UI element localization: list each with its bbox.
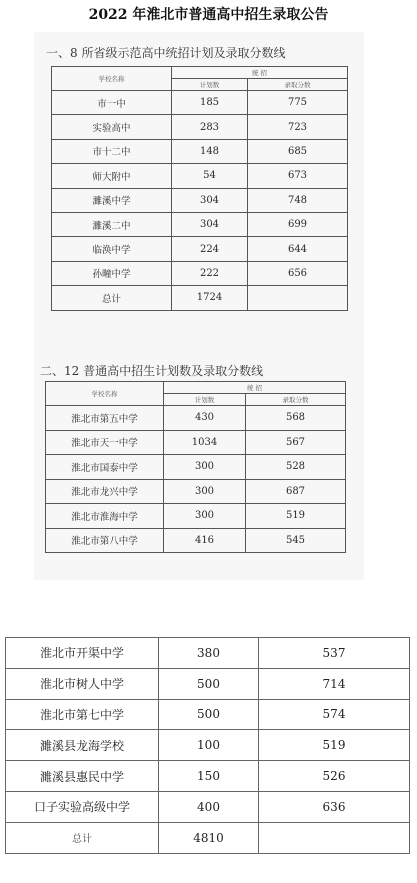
header-score: 录取分数	[248, 79, 348, 91]
score-cell: 545	[246, 528, 346, 553]
header-group: 统 招	[172, 67, 348, 79]
school-name-cell: 淮北市第五中学	[46, 406, 164, 431]
score-cell: 656	[248, 261, 348, 285]
school-name-cell: 濉溪县惠民中学	[6, 761, 159, 792]
table-row	[52, 212, 348, 236]
score-cell: 636	[259, 791, 410, 822]
table-row	[46, 406, 346, 431]
score-cell: 748	[248, 188, 348, 212]
plan-count-cell: 224	[172, 237, 248, 261]
score-cell: 568	[246, 406, 346, 431]
table-row	[6, 668, 410, 699]
table-row	[46, 528, 346, 553]
table-row	[6, 791, 410, 822]
table-row	[46, 504, 346, 529]
score-cell: 699	[248, 212, 348, 236]
table-row	[6, 699, 410, 730]
section1-rows	[52, 91, 348, 286]
school-name-cell: 濉溪二中	[52, 212, 172, 236]
score-cell: 528	[246, 455, 346, 480]
school-name-cell: 濉溪县龙海学校	[6, 730, 159, 761]
section3-rows	[6, 638, 410, 823]
plan-count-cell: 222	[172, 261, 248, 285]
plan-count-cell: 300	[164, 479, 246, 504]
school-name-cell: 淮北市淮海中学	[46, 504, 164, 529]
header-plan: 计划数	[164, 394, 246, 406]
total-label: 总计	[6, 822, 159, 853]
score-cell: 519	[246, 504, 346, 529]
table-row	[52, 188, 348, 212]
plan-count-cell: 148	[172, 139, 248, 163]
total-score	[248, 286, 348, 310]
section3-table	[5, 637, 410, 854]
table-row	[6, 761, 410, 792]
school-name-cell: 临涣中学	[52, 237, 172, 261]
table-row	[52, 139, 348, 163]
score-cell: 685	[248, 139, 348, 163]
plan-count-cell: 416	[164, 528, 246, 553]
table-row	[52, 91, 348, 115]
score-cell: 526	[259, 761, 410, 792]
score-cell: 519	[259, 730, 410, 761]
score-cell: 537	[259, 638, 410, 669]
total-plan: 4810	[159, 822, 259, 853]
plan-count-cell: 500	[159, 668, 259, 699]
header-plan: 计划数	[172, 79, 248, 91]
plan-count-cell: 300	[164, 504, 246, 529]
plan-count-cell: 380	[159, 638, 259, 669]
section2-rows	[46, 406, 346, 553]
school-name-cell: 淮北市国泰中学	[46, 455, 164, 480]
plan-count-cell: 54	[172, 164, 248, 188]
school-name-cell: 濉溪中学	[52, 188, 172, 212]
header-group: 统 招	[164, 382, 346, 394]
table-row	[52, 237, 348, 261]
plan-count-cell: 150	[159, 761, 259, 792]
total-label: 总计	[52, 286, 172, 310]
table-row	[52, 261, 348, 285]
table-row	[6, 730, 410, 761]
page-title: 2022 年淮北市普通高中招生录取公告	[88, 7, 329, 23]
school-name-cell: 淮北市树人中学	[6, 668, 159, 699]
score-cell: 673	[248, 164, 348, 188]
school-name-cell: 口子实验高级中学	[6, 791, 159, 822]
total-score	[259, 822, 410, 853]
plan-count-cell: 283	[172, 115, 248, 139]
score-cell: 723	[248, 115, 348, 139]
score-cell: 714	[259, 668, 410, 699]
school-name-cell: 孙疃中学	[52, 261, 172, 285]
section2-table	[45, 381, 346, 553]
score-cell: 775	[248, 91, 348, 115]
plan-count-cell: 185	[172, 91, 248, 115]
plan-count-cell: 400	[159, 791, 259, 822]
table-row	[6, 638, 410, 669]
plan-count-cell: 304	[172, 188, 248, 212]
section1-table	[51, 66, 348, 311]
plan-count-cell: 1034	[164, 430, 246, 455]
plan-count-cell: 500	[159, 699, 259, 730]
score-cell: 567	[246, 430, 346, 455]
section2-heading: 二、12 普通高中招生计划数及录取分数线	[40, 364, 264, 378]
plan-count-cell: 430	[164, 406, 246, 431]
plan-count-cell: 304	[172, 212, 248, 236]
section1-heading: 一、8 所省级示范高中统招计划及录取分数线	[46, 46, 286, 60]
school-name-cell: 淮北市龙兴中学	[46, 479, 164, 504]
school-name-cell: 淮北市天一中学	[46, 430, 164, 455]
table-row	[46, 455, 346, 480]
header-score: 录取分数	[246, 394, 346, 406]
score-cell: 574	[259, 699, 410, 730]
table-row	[52, 115, 348, 139]
plan-count-cell: 100	[159, 730, 259, 761]
school-name-cell: 市一中	[52, 91, 172, 115]
header-school: 学校名称	[52, 67, 172, 91]
school-name-cell: 淮北市第八中学	[46, 528, 164, 553]
table-row	[46, 430, 346, 455]
school-name-cell: 市十二中	[52, 139, 172, 163]
table-row	[46, 479, 346, 504]
plan-count-cell: 300	[164, 455, 246, 480]
header-school: 学校名称	[46, 382, 164, 406]
table-row	[52, 164, 348, 188]
total-plan: 1724	[172, 286, 248, 310]
score-cell: 644	[248, 237, 348, 261]
school-name-cell: 实验高中	[52, 115, 172, 139]
school-name-cell: 淮北市开渠中学	[6, 638, 159, 669]
school-name-cell: 师大附中	[52, 164, 172, 188]
score-cell: 687	[246, 479, 346, 504]
school-name-cell: 淮北市第七中学	[6, 699, 159, 730]
